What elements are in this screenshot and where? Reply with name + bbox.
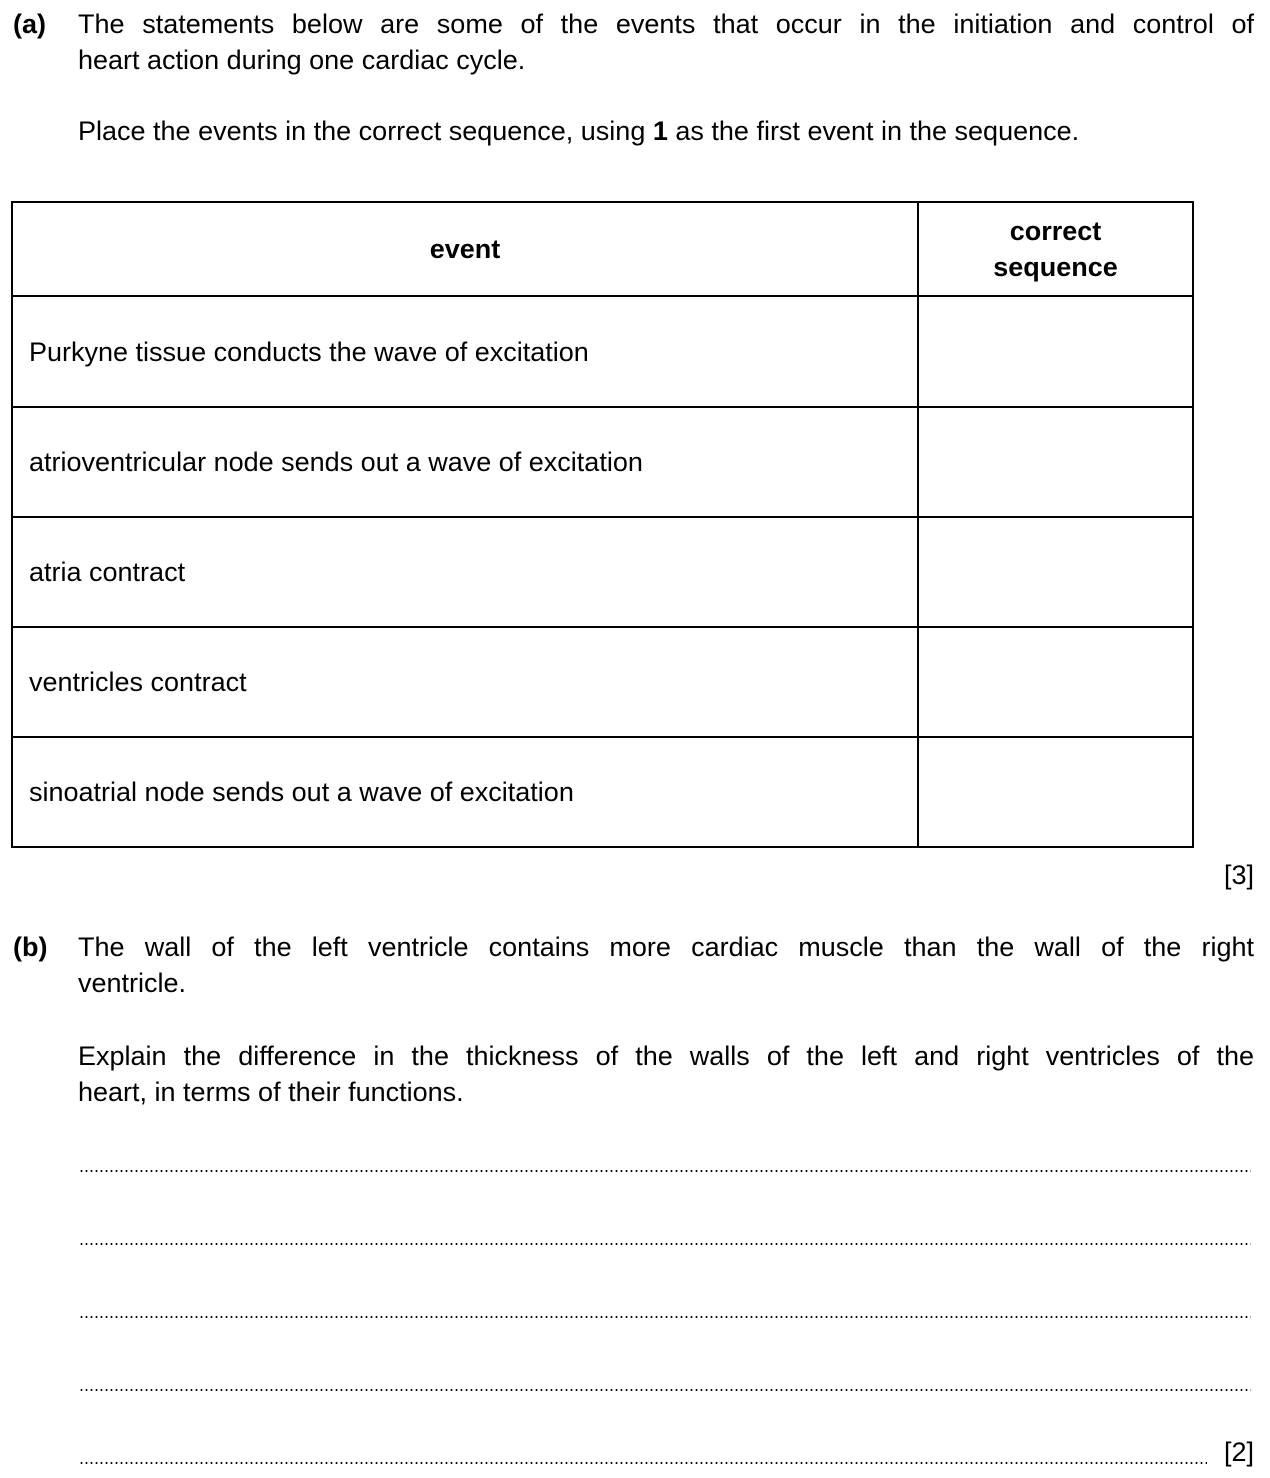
sequence-answer-cell[interactable] bbox=[918, 407, 1193, 517]
part-b-statement bbox=[78, 929, 1254, 1001]
table-row bbox=[12, 296, 1193, 407]
part-b-question-line1: Explain the difference in the thickness of the walls of the left and right ventricles of the bbox=[78, 1041, 1254, 1071]
header-sequence-line2: sequence bbox=[993, 252, 1118, 282]
part-b-statement-line1: The wall of the left ventricle contains more cardiac muscle than the wall of the right bbox=[78, 932, 1254, 962]
part-a-intro-line2: heart action during one cardiac cycle. bbox=[78, 45, 526, 75]
answer-line[interactable] bbox=[79, 1170, 1251, 1172]
event-cell: Purkyne tissue conducts the wave of excitation bbox=[12, 296, 918, 407]
table-row bbox=[12, 517, 1193, 627]
event-sequence-table bbox=[11, 201, 1194, 848]
part-a-instruction bbox=[78, 113, 1254, 149]
part-a-marks: [3] bbox=[1223, 860, 1254, 890]
header-correct-sequence bbox=[918, 202, 1193, 296]
sequence-answer-cell[interactable] bbox=[918, 627, 1193, 737]
part-a-label: (a) bbox=[13, 9, 46, 39]
part-a-intro-line1: The statements below are some of the events that occur in the initiation and control of bbox=[78, 9, 1254, 39]
answer-line[interactable] bbox=[79, 1462, 1207, 1464]
table-header-row bbox=[12, 202, 1193, 296]
part-b-marks: [2] bbox=[1223, 1437, 1254, 1467]
answer-line[interactable] bbox=[79, 1389, 1251, 1391]
table-row bbox=[12, 627, 1193, 737]
part-a-intro bbox=[78, 6, 1254, 78]
table-row bbox=[12, 737, 1193, 847]
part-b-question-line2: heart, in terms of their functions. bbox=[78, 1077, 464, 1107]
header-event: event bbox=[12, 202, 918, 296]
part-b-question bbox=[78, 1038, 1254, 1110]
part-b-statement-line2: ventricle. bbox=[78, 968, 187, 998]
instruction-text-after: as the first event in the sequence. bbox=[667, 116, 1080, 146]
event-cell: ventricles contract bbox=[12, 627, 918, 737]
event-cell: sinoatrial node sends out a wave of excitation bbox=[12, 737, 918, 847]
answer-line[interactable] bbox=[79, 1316, 1251, 1318]
table-row bbox=[12, 407, 1193, 517]
sequence-answer-cell[interactable] bbox=[918, 737, 1193, 847]
sequence-answer-cell[interactable] bbox=[918, 517, 1193, 627]
instruction-text-before: Place the events in the correct sequence, using bbox=[78, 116, 653, 146]
header-sequence-line1: correct bbox=[1009, 216, 1102, 246]
answer-line[interactable] bbox=[79, 1243, 1251, 1245]
instruction-bold-number: 1 bbox=[652, 116, 668, 146]
event-cell: atria contract bbox=[12, 517, 918, 627]
event-cell: atrioventricular node sends out a wave of excitation bbox=[12, 407, 918, 517]
sequence-answer-cell[interactable] bbox=[918, 296, 1193, 407]
part-b-label: (b) bbox=[13, 932, 48, 962]
